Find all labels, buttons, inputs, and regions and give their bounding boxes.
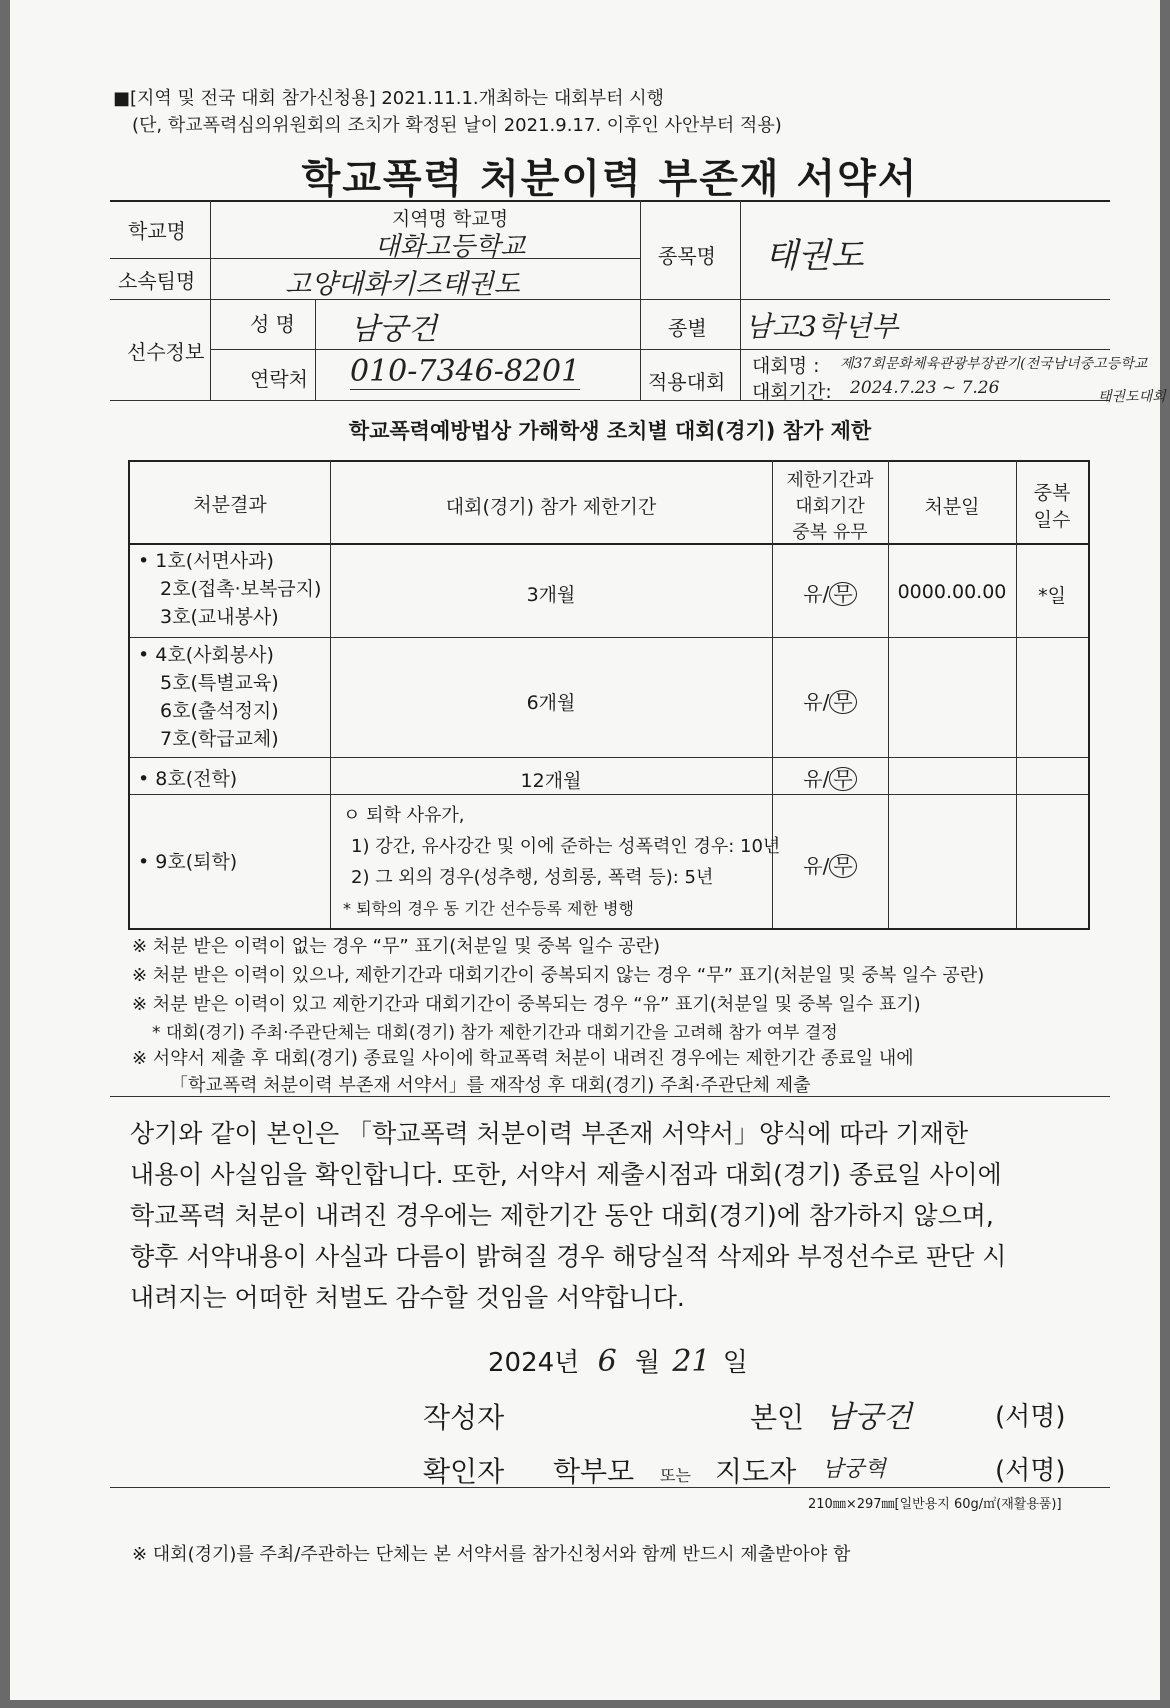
restriction-row-rule <box>128 794 1090 795</box>
coach-label: 지도자 <box>715 1455 797 1488</box>
row1-result <box>138 547 321 631</box>
row4-overlap[interactable] <box>772 850 888 879</box>
self-label: 본인 <box>750 1401 805 1434</box>
info-col-rule <box>640 200 641 400</box>
overlap-no-circled: 무 <box>829 767 856 791</box>
header-date: 처분일 <box>924 496 980 518</box>
restriction-col-rule <box>1088 460 1090 928</box>
result-line: • 1호(서면사과) <box>138 550 274 572</box>
header-result: 처분결과 <box>193 494 267 516</box>
coach-signature-name[interactable]: 남궁혁 <box>822 1457 886 1482</box>
competition-name-value-2[interactable]: 태권도대회 <box>1098 389 1166 405</box>
period-line: * 퇴학의 경우 동 기간 선수등록 제한 병행 <box>343 899 634 918</box>
date-month-unit: 월 <box>634 1348 661 1378</box>
restriction-col-rule <box>888 460 889 928</box>
athlete-label: 선수정보 <box>127 340 205 364</box>
date-year: 2024년 <box>488 1348 580 1378</box>
signing-date <box>488 1342 748 1379</box>
row2-overlap[interactable] <box>772 686 888 715</box>
self-sign-mark[interactable]: (서명) <box>995 1402 1066 1432</box>
parent-label: 학부모 <box>553 1455 635 1488</box>
name-label: 성 명 <box>250 312 295 336</box>
note-5: ※ 서약서 제출 후 대회(경기) 종료일 사이에 학교폭력 처분이 내려진 경우에는 제한기간 종료일 내에 <box>132 1048 914 1069</box>
row3-result: • 8호(전학) <box>138 768 238 790</box>
overlap-no-circled: 무 <box>829 854 856 878</box>
overlap-no-circled: 무 <box>829 582 856 606</box>
name-value[interactable]: 남궁건 <box>350 312 437 347</box>
event-value[interactable]: 태권도 <box>765 236 864 276</box>
school-label: 학교명 <box>128 219 186 243</box>
header-days-1: 중복 <box>1033 482 1071 504</box>
row1-period: 3개월 <box>526 584 576 606</box>
restriction-row-rule <box>128 637 1090 638</box>
contact-value[interactable]: 010-7346-8201 <box>350 354 581 389</box>
school-hint: 지역명 학교명 <box>391 208 509 230</box>
date-day[interactable]: 21 <box>672 1344 711 1379</box>
contact-label: 연락처 <box>250 367 308 391</box>
row3-overlap[interactable] <box>772 763 888 792</box>
overlap-yes: 유/ <box>803 854 830 878</box>
competition-name-value[interactable]: 제37회문화체육관광부장관기(전국남녀중고등학교 <box>840 356 1148 372</box>
note-6: 「학교폭력 처분이력 부존재 서약서」를 재작성 후 대회(경기) 주최·주관단체 제출 <box>170 1075 811 1096</box>
period-line: 1) 강간, 유사강간 및 이에 준하는 성폭력인 경우: 10년 <box>351 836 781 857</box>
writer-label: 작성자 <box>423 1401 505 1434</box>
note-4: * 대회(경기) 주최·주관단체는 대회(경기) 참가 제한기간과 대회기간을 고려해 참가 여부 결정 <box>152 1023 838 1043</box>
restriction-row-rule <box>128 757 1090 758</box>
competition-name-label: 대회명 : <box>752 355 820 377</box>
header-period: 대회(경기) 참가 제한기간 <box>445 496 657 518</box>
header-overlap-2: 대회기간 <box>795 496 865 517</box>
overlap-yes: 유/ <box>803 690 830 714</box>
competition-label: 적용대회 <box>648 370 726 394</box>
coach-sign-mark[interactable]: (서명) <box>995 1456 1066 1486</box>
header-line-1: ■[지역 및 전국 대회 참가신청용] 2021.11.1.개최하는 대회부터 시행 <box>113 88 664 109</box>
note-2: ※ 처분 받은 이력이 있으나, 제한기간과 대회기간이 중복되지 않는 경우 “무” 표기(처분일 및 중복 일수 공란) <box>132 965 985 986</box>
info-rule <box>110 400 1110 401</box>
row2-period: 6개월 <box>526 692 576 714</box>
category-value[interactable]: 남고3학년부 <box>745 310 899 343</box>
school-value[interactable]: 대화고등학교 <box>374 232 526 262</box>
restriction-table-top <box>128 460 1090 462</box>
confirmer-label: 확인자 <box>423 1455 505 1488</box>
restriction-subtitle: 학교폭력예방법상 가해학생 조치별 대회(경기) 참가 제한 <box>348 419 872 443</box>
pledge-line: 내용이 사실임을 확인합니다. 또한, 서약서 제출시점과 대회(경기) 종료일 사이에 <box>130 1160 1002 1189</box>
category-label: 종별 <box>668 316 707 340</box>
paper-spec: 210㎜×297㎜[일반용지 60g/㎡(재활용품)] <box>808 1497 1062 1512</box>
restriction-table-bottom <box>128 928 1090 930</box>
info-col-rule <box>210 200 211 400</box>
self-signature-name[interactable]: 남궁건 <box>825 1400 912 1435</box>
row1-days: *일 <box>1038 585 1066 607</box>
result-line: 7호(학급교체) <box>160 728 279 750</box>
pledge-line: 학교폭력 처분이 내려진 경우에는 제한기간 동안 대회(경기)에 참가하지 않으며, <box>130 1201 994 1230</box>
result-line: • 4호(사회봉사) <box>138 644 274 666</box>
notes-bottom-rule <box>110 1096 1110 1097</box>
header-overlap-1: 제한기간과 <box>786 470 874 491</box>
footer-note: ※ 대회(경기)를 주최/주관하는 단체는 본 서약서를 참가신청서와 함께 반드시 제출받아야 함 <box>132 1544 851 1565</box>
info-rule <box>110 299 1110 300</box>
row1-date: 0000.00.00 <box>897 581 1007 603</box>
period-line: 2) 그 외의 경우(성추행, 성희롱, 폭력 등): 5년 <box>351 867 714 888</box>
header-days-2: 일수 <box>1033 509 1071 531</box>
pledge-line: 향후 서약내용이 사실과 다름이 밝혀질 경우 해당실적 삭제와 부정선수로 판단 시 <box>130 1242 1007 1271</box>
row1-overlap[interactable] <box>772 578 888 607</box>
pledge-line: 상기와 같이 본인은 「학교폭력 처분이력 부존재 서약서」양식에 따라 기재한 <box>130 1119 969 1148</box>
restriction-header-rule <box>128 543 1090 545</box>
result-line: 3호(교내봉사) <box>160 606 279 628</box>
document-title: 학교폭력 처분이력 부존재 서약서 <box>301 156 919 202</box>
restriction-col-rule <box>128 460 130 928</box>
info-rule <box>210 349 1110 350</box>
row4-result: • 9호(퇴학) <box>138 851 238 873</box>
overlap-no-circled: 무 <box>829 690 856 714</box>
or-label: 또는 <box>660 1466 691 1485</box>
result-line: 2호(접촉·보복금지) <box>160 578 322 600</box>
signature-bottom-rule <box>110 1487 1110 1488</box>
pledge-line: 내려지는 어떠한 처벌도 감수할 것임을 서약합니다. <box>130 1283 685 1312</box>
row2-result <box>138 641 279 753</box>
note-3: ※ 처분 받은 이력이 있고 제한기간과 대회기간이 중복되는 경우 “유” 표기(처분일 및 중복 일수 표기) <box>132 994 921 1015</box>
event-label: 종목명 <box>658 244 716 268</box>
row4-period <box>343 800 780 924</box>
header-line-2: (단, 학교폭력심의위원회의 조치가 확정된 날이 2021.9.17. 이후인 사안부터 적용) <box>132 115 782 136</box>
pledge-text <box>130 1113 1006 1318</box>
overlap-yes: 유/ <box>803 767 830 791</box>
document-page <box>10 0 1166 1700</box>
date-month[interactable]: 6 <box>597 1344 617 1379</box>
overlap-yes: 유/ <box>803 582 830 606</box>
team-value[interactable]: 고양대화키즈태권도 <box>285 269 520 300</box>
result-line: 5호(특별교육) <box>160 672 279 694</box>
period-line: ㅇ 퇴학 사유가, <box>343 805 465 826</box>
team-label: 소속팀명 <box>118 269 196 293</box>
info-table-top <box>110 200 1110 202</box>
competition-period-value[interactable]: 2024.7.23 ~ 7.26 <box>850 378 1000 398</box>
header-overlap-3: 중복 유무 <box>792 522 868 543</box>
note-1: ※ 처분 받은 이력이 없는 경우 “무” 표기(처분일 및 중복 일수 공란) <box>132 936 661 957</box>
competition-period-label: 대회기간: <box>752 381 832 403</box>
row3-period: 12개월 <box>520 770 582 792</box>
date-day-unit: 일 <box>722 1348 748 1378</box>
info-col-rule <box>740 200 741 400</box>
result-line: 6호(출석정지) <box>160 700 279 722</box>
info-col-rule <box>315 299 316 400</box>
